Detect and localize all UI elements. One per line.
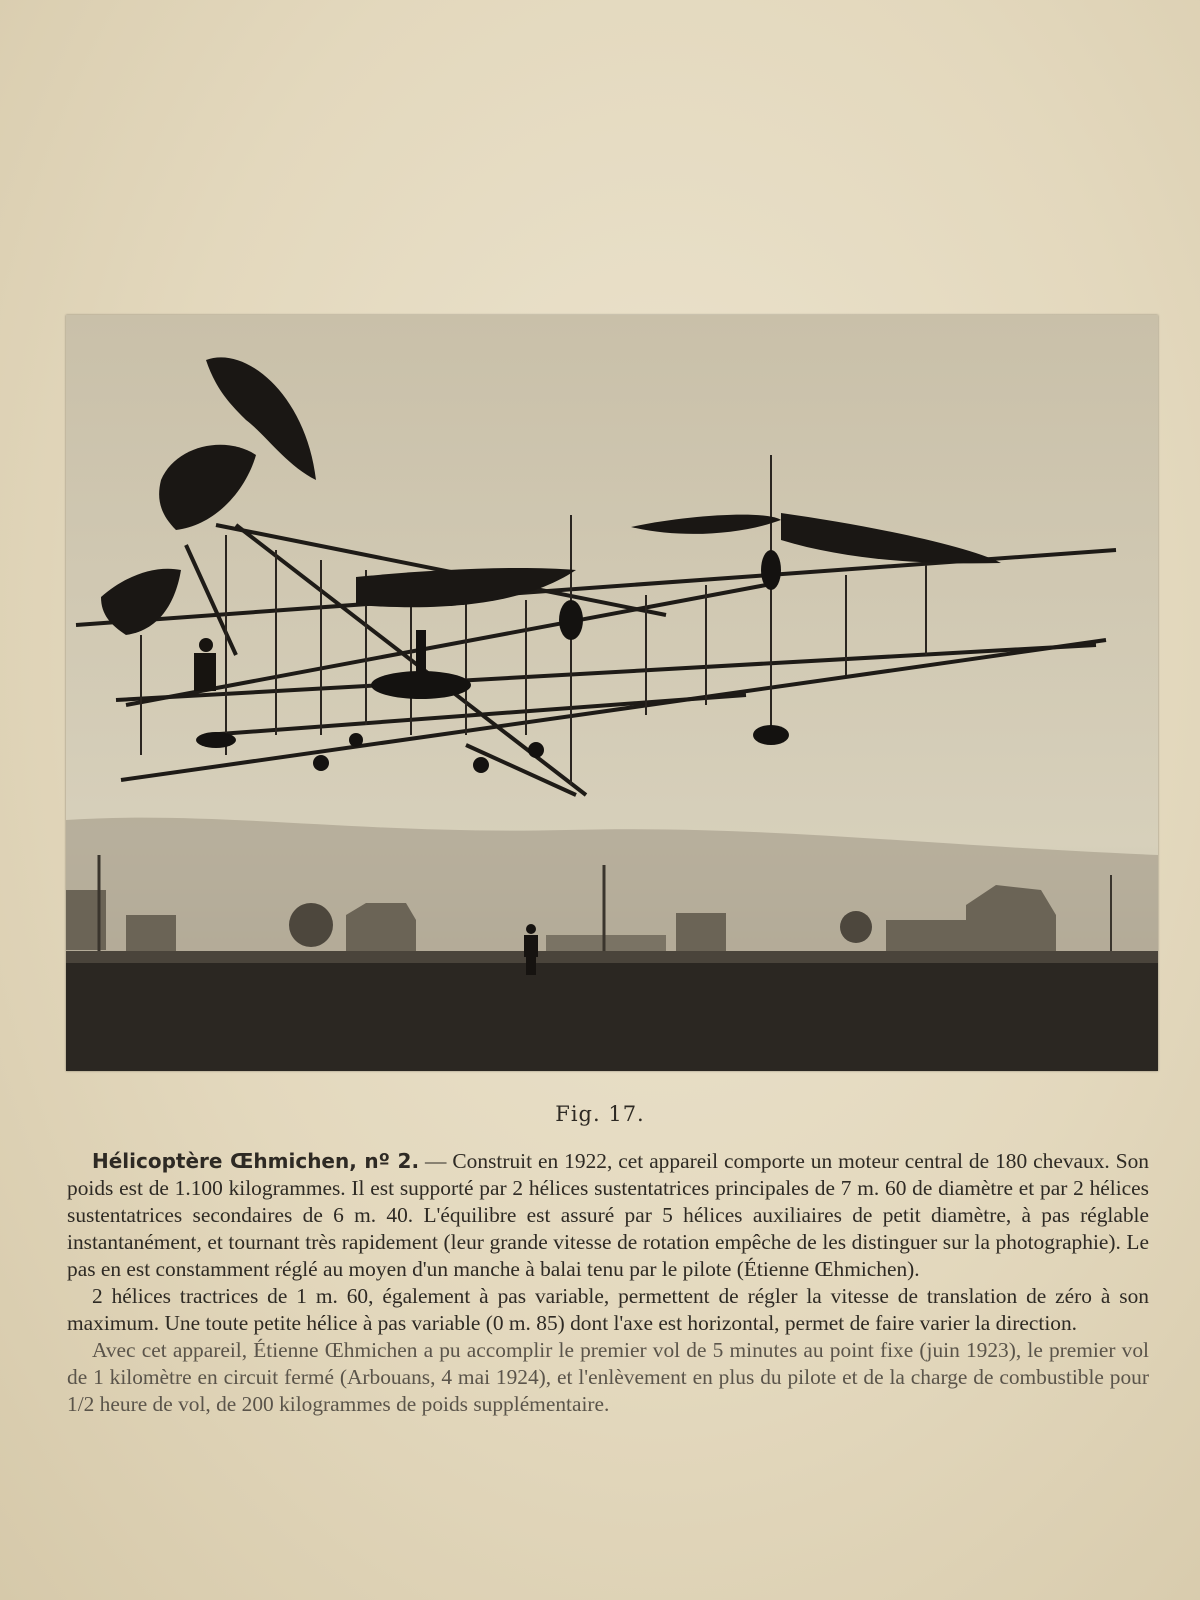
- body-text: [67, 1148, 1149, 1418]
- photo-illustration: [66, 315, 1158, 1071]
- paragraph-1: [67, 1148, 1149, 1283]
- paragraph-1-text: — Construit en 1922, cet appareil comporte un moteur central de 180 chevaux. Son poids est de 1.100 kilogrammes. Il est supporté par 2 hélices sustentatrices principales de 7 m. 60 de diamètre et par 2 hélices sustentatrices secondaires de 6 m. 40. L'équilibre est assuré par 5 hélices auxiliaires de petit diamètre, à pas réglable instantanément, et tournant très rapidement (leur grande vitesse de rotation empêche de les distinguer sur la photographie). Le pas en est constamment réglé au moyen d'un manche à balai tenu par le pilote (Étienne Œhmichen).: [67, 1149, 1150, 1281]
- paragraph-2: 2 hélices tractrices de 1 m. 60, également à pas variable, permettent de régler la vitesse de translation de zéro à son maximum. Une toute petite hélice à pas variable (0 m. 85) dont l'axe est horizontal, permet de faire varier la direction.: [67, 1284, 1149, 1335]
- figure-caption: Fig. 17.: [555, 1102, 645, 1126]
- oehmichen-helicopter-photo: [66, 315, 1158, 1071]
- article-title: Hélicoptère Œhmichen, nº 2.: [92, 1149, 420, 1173]
- paragraph-3: Avec cet appareil, Étienne Œhmichen a pu accomplir le premier vol de 5 minutes au point fixe (juin 1923), le premier vol de 1 kilomètre en circuit fermé (Arbouans, 4 mai 1924), et l'enlèvement en plus du pilote et de la charge de combustible pour 1/2 heure de vol, de 200 kilogrammes de poids supplémentaire.: [67, 1338, 1149, 1416]
